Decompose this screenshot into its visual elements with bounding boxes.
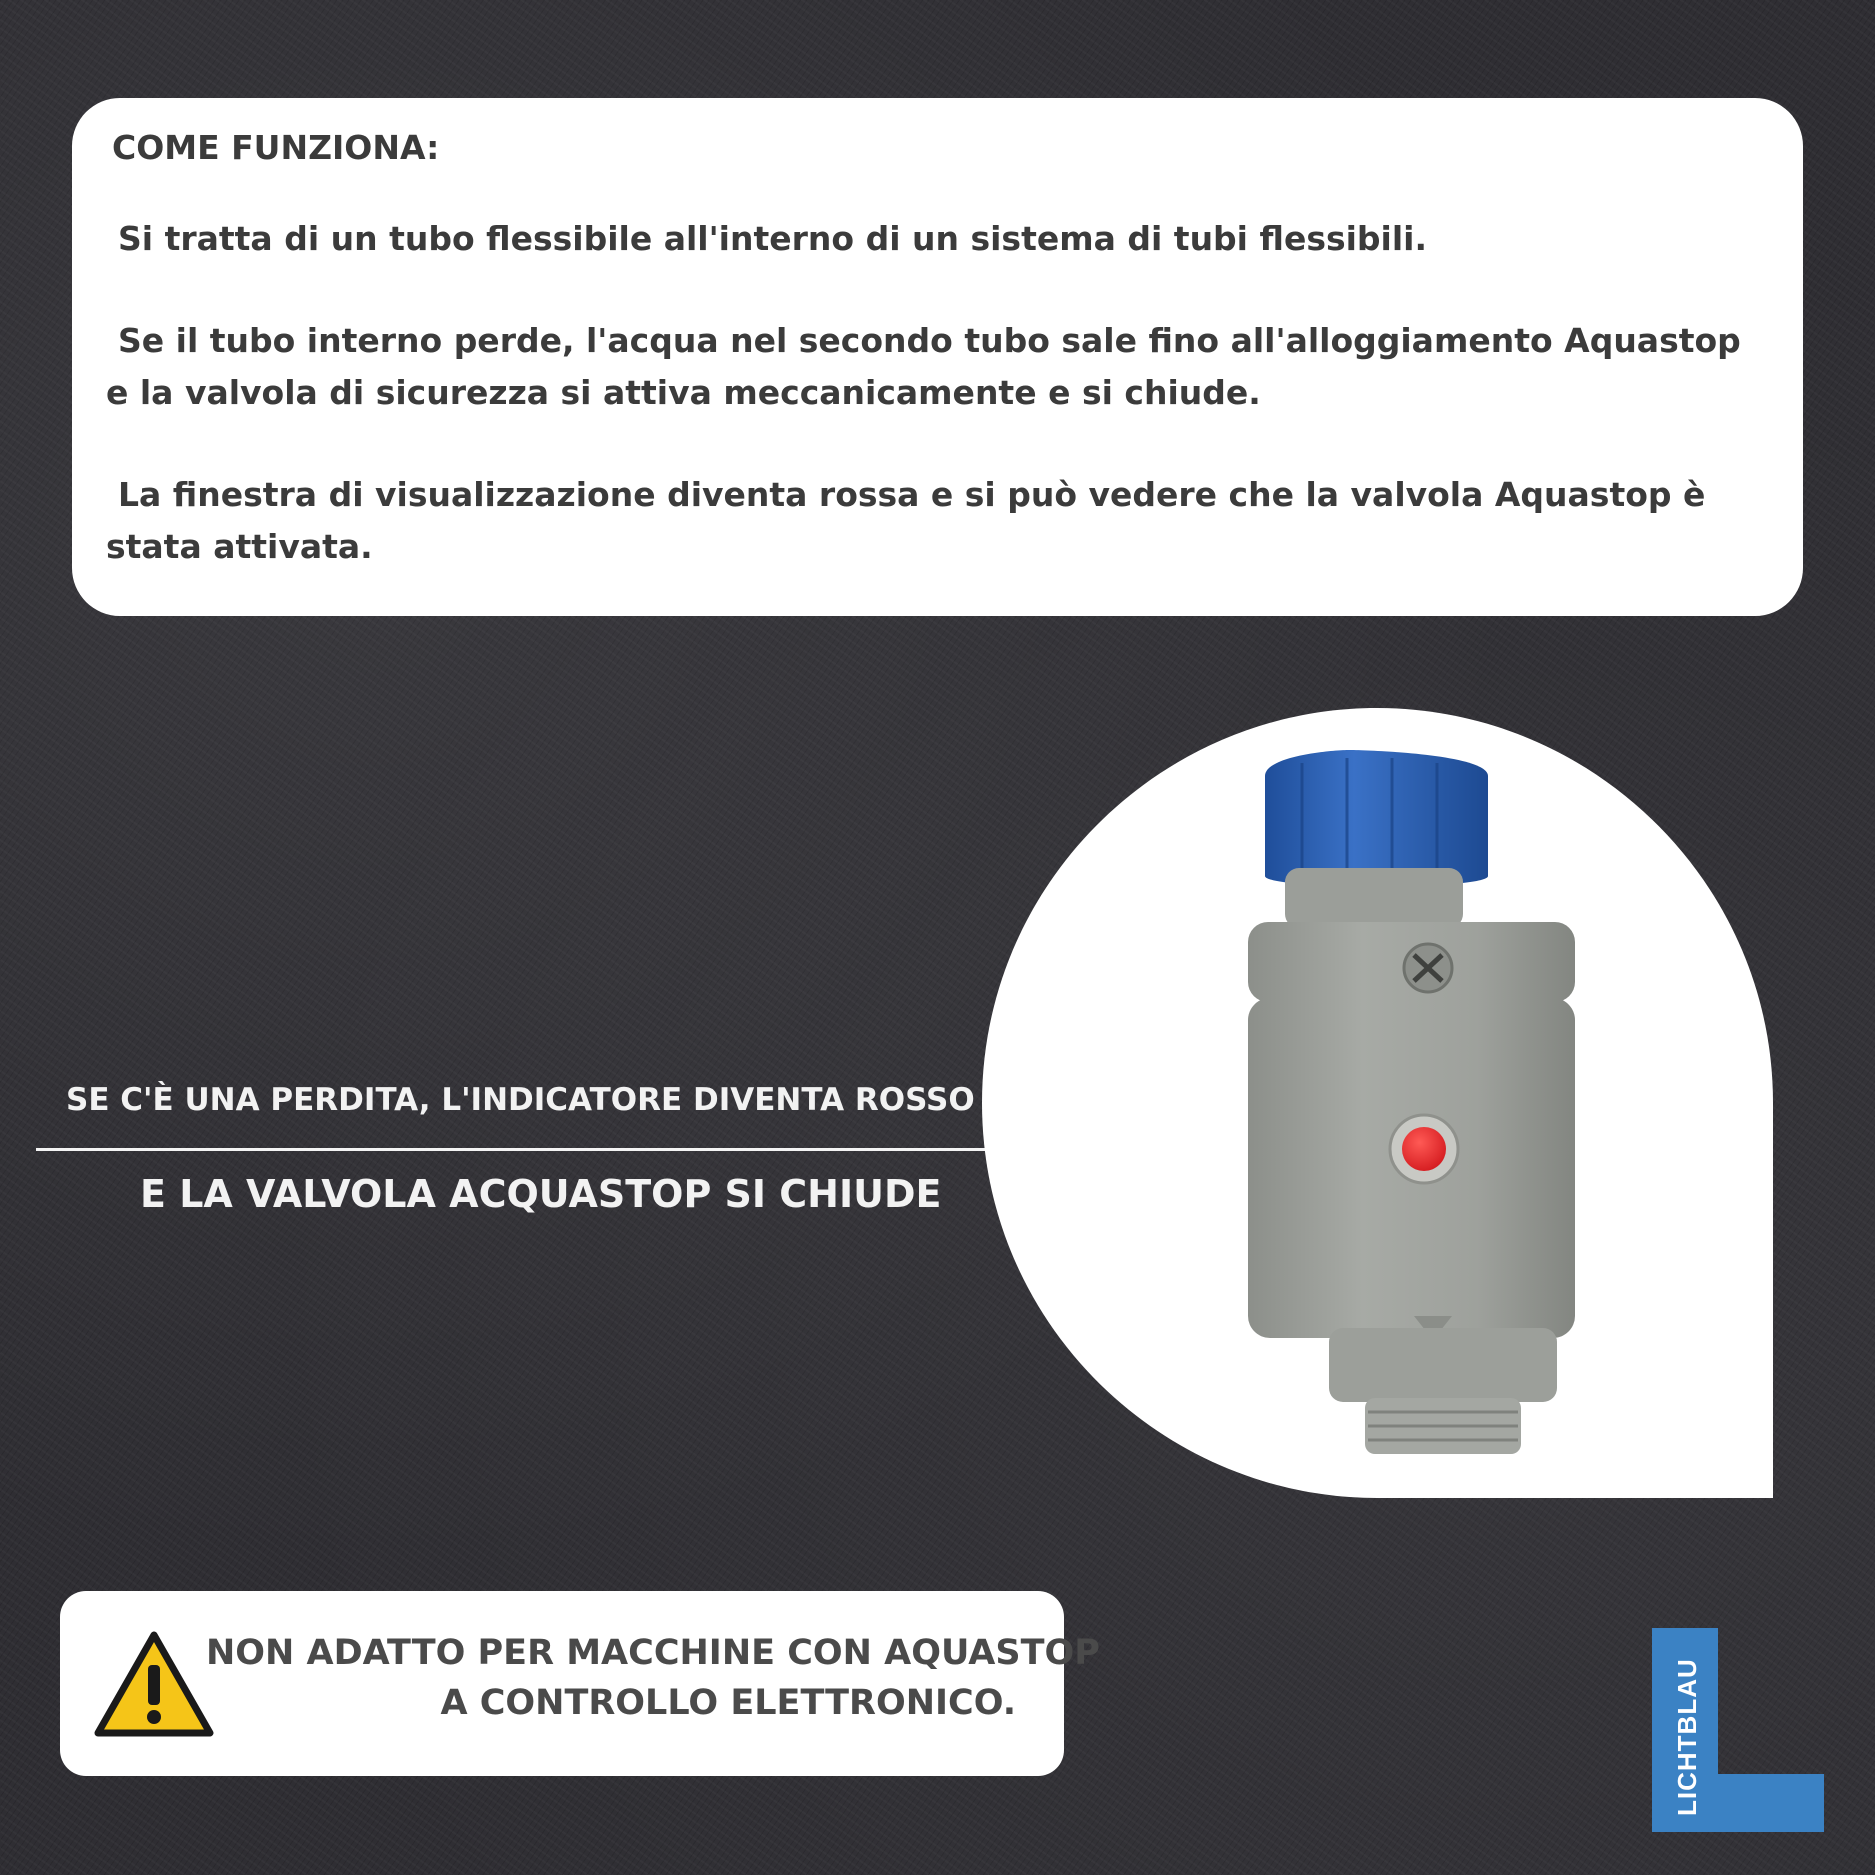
info-paragraph-2: Se il tubo interno perde, l'acqua nel secondo tubo sale fino all'alloggiamento Aquastop e la valvola di sicurezza si attiva meccanicamente e si chiude.	[106, 321, 1741, 412]
logo-text: LICHTBLAU	[1672, 1658, 1702, 1816]
product-image-panel	[982, 708, 1773, 1498]
callout-line-1: SE C'È UNA PERDITA, L'INDICATORE DIVENTA ROSSO	[66, 1082, 975, 1118]
blue-cap	[1265, 750, 1488, 887]
aquastop-valve-illustration	[982, 708, 1773, 1498]
warning-text-line-2: A CONTROLLO ELETTRONICO.	[440, 1683, 1016, 1723]
valve-bottom	[1329, 1328, 1557, 1402]
info-title: COME FUNZIONA:	[112, 128, 440, 167]
indicator-red-dot	[1402, 1127, 1446, 1171]
warning-text-line-1: NON ADATTO PER MACCHINE CON AQUASTOP	[206, 1633, 1100, 1673]
info-paragraph-1: Si tratta di un tubo flessibile all'interno di un sistema di tubi flessibili.	[118, 219, 1428, 258]
lichtblau-logo	[1648, 1624, 1828, 1836]
valve-neck	[1285, 868, 1463, 928]
info-box	[72, 98, 1803, 616]
callout-line-2: E LA VALVOLA ACQUASTOP SI CHIUDE	[140, 1172, 942, 1216]
warning-box	[60, 1591, 1100, 1776]
warning-triangle-icon	[94, 1631, 214, 1737]
callout-divider	[36, 1148, 986, 1151]
info-paragraph-3: La finestra di visualizzazione diventa rossa e si può vedere che la valvola Aquastop è stata attivata.	[106, 475, 1706, 566]
